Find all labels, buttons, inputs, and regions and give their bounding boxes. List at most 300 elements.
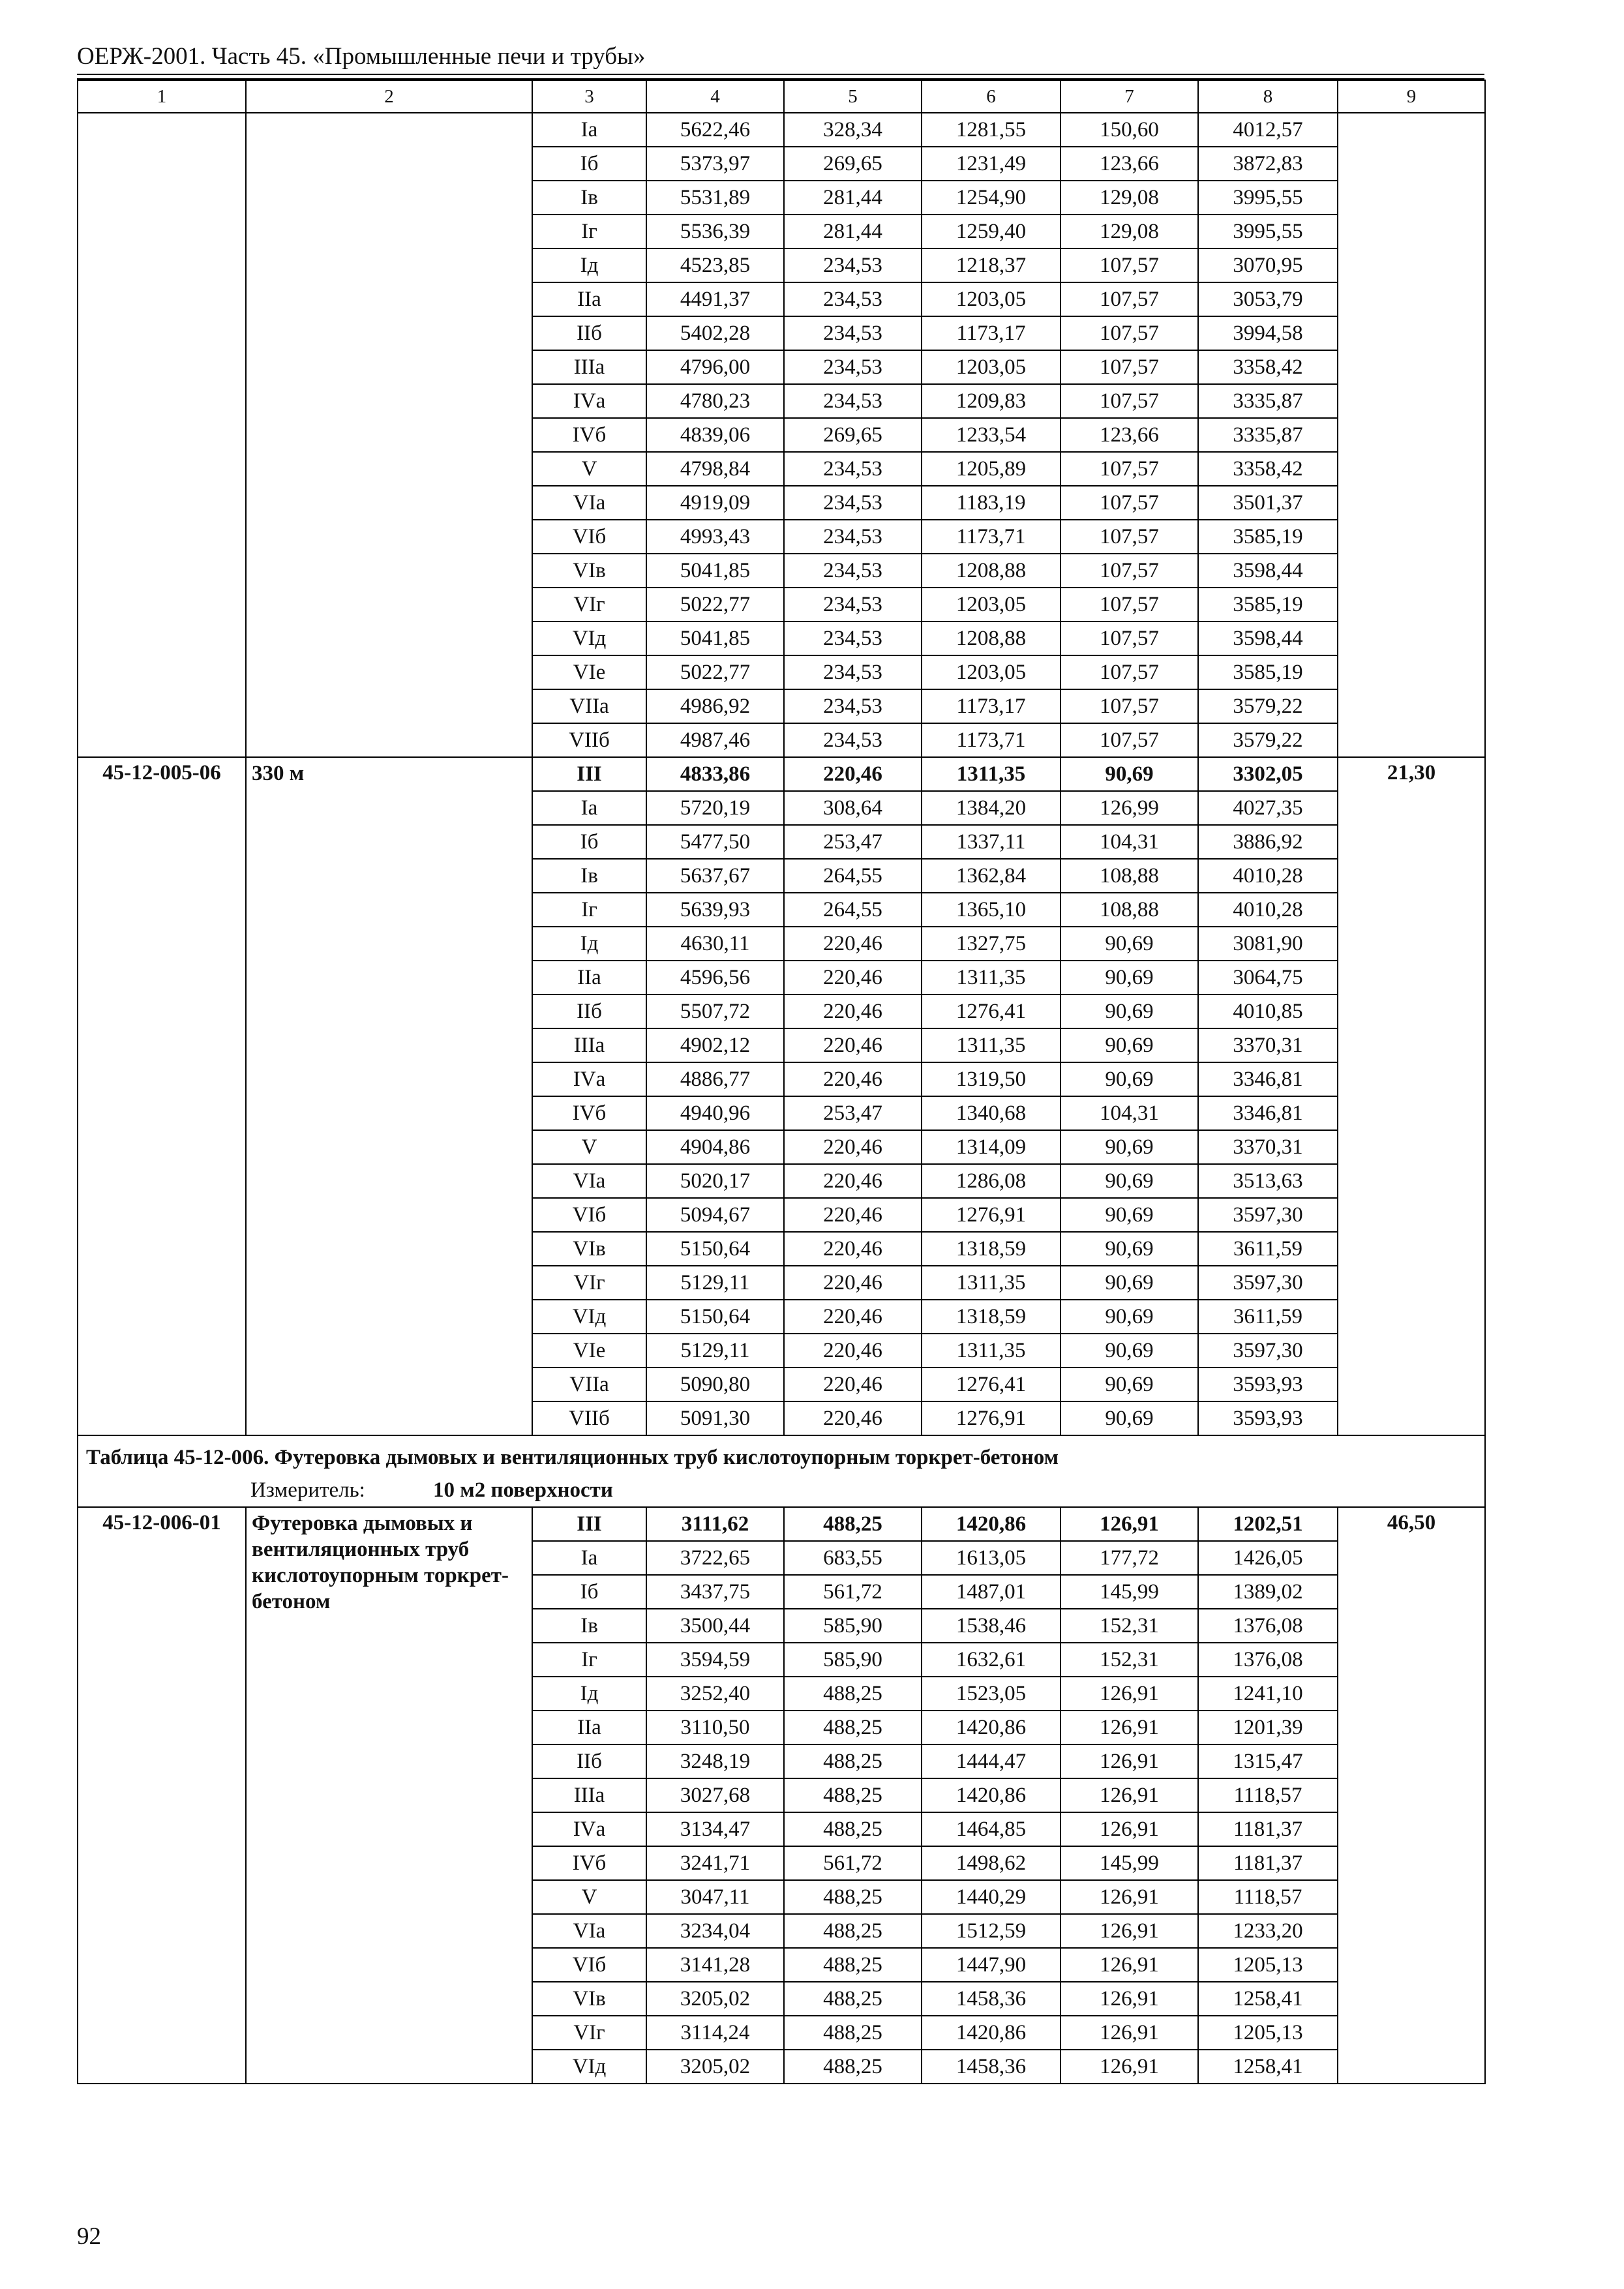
value-cell: 1340,68: [922, 1096, 1060, 1130]
value-cell: 1281,55: [922, 113, 1060, 147]
value-cell: 3053,79: [1198, 282, 1338, 316]
value-cell: 5637,67: [646, 859, 784, 893]
value-cell: 1286,08: [922, 1164, 1060, 1198]
value-cell: 1315,47: [1198, 1744, 1338, 1778]
value-cell: 3995,55: [1198, 181, 1338, 215]
value-cell: 3500,44: [646, 1609, 784, 1643]
value-cell: 1254,90: [922, 181, 1060, 215]
value-cell: 269,65: [784, 418, 922, 452]
column-number: 9: [1338, 80, 1485, 113]
value-cell: 1205,89: [922, 452, 1060, 486]
column-number: 7: [1060, 80, 1198, 113]
value-cell: 264,55: [784, 859, 922, 893]
zone-cell: Iг: [532, 1643, 646, 1677]
value-cell: 220,46: [784, 927, 922, 961]
zone-cell: VIIб: [532, 1401, 646, 1435]
value-cell: 4012,57: [1198, 113, 1338, 147]
zone-cell: VIб: [532, 1948, 646, 1982]
value-cell: 234,53: [784, 316, 922, 350]
value-cell: 5020,17: [646, 1164, 784, 1198]
value-cell: 90,69: [1060, 1368, 1198, 1401]
zone-cell: IIIа: [532, 350, 646, 384]
zone-cell: VIа: [532, 1914, 646, 1948]
value-cell: 107,57: [1060, 486, 1198, 520]
value-cell: 3598,44: [1198, 621, 1338, 655]
value-cell: 1118,57: [1198, 1880, 1338, 1914]
value-cell: 126,91: [1060, 1507, 1198, 1541]
value-cell: 3346,81: [1198, 1096, 1338, 1130]
value-cell: 1389,02: [1198, 1575, 1338, 1609]
column-number: 2: [246, 80, 532, 113]
value-cell: 1384,20: [922, 791, 1060, 825]
value-cell: 5150,64: [646, 1232, 784, 1266]
value-cell: 4780,23: [646, 384, 784, 418]
value-cell: 126,91: [1060, 1711, 1198, 1744]
value-cell: 1173,71: [922, 723, 1060, 757]
zone-cell: Iв: [532, 859, 646, 893]
value-cell: 1420,86: [922, 1778, 1060, 1812]
value-cell: 90,69: [1060, 1401, 1198, 1435]
value-cell: 1276,41: [922, 1368, 1060, 1401]
value-cell: 220,46: [784, 1266, 922, 1300]
value-cell: 5531,89: [646, 181, 784, 215]
column-number: 5: [784, 80, 922, 113]
value-cell: 488,25: [784, 1778, 922, 1812]
value-cell: 1203,05: [922, 350, 1060, 384]
value-cell: 107,57: [1060, 520, 1198, 554]
value-cell: 126,91: [1060, 1677, 1198, 1711]
value-cell: 3064,75: [1198, 961, 1338, 995]
value-cell: 126,91: [1060, 1880, 1198, 1914]
zone-cell: VIг: [532, 588, 646, 621]
value-cell: 488,25: [784, 1914, 922, 1948]
value-cell: 90,69: [1060, 1130, 1198, 1164]
value-cell: 104,31: [1060, 1096, 1198, 1130]
table-title: Таблица 45-12-006. Футеровка дымовых и вентиляционных труб кислотоупорным торкрет-бетоном: [86, 1446, 1059, 1469]
value-cell: 107,57: [1060, 554, 1198, 588]
value-cell: 234,53: [784, 588, 922, 621]
value-cell: 488,25: [784, 1744, 922, 1778]
table-row-main: [78, 757, 1485, 791]
value-cell: 1538,46: [922, 1609, 1060, 1643]
value-cell: 90,69: [1060, 757, 1198, 791]
value-cell: 3335,87: [1198, 384, 1338, 418]
value-cell: 234,53: [784, 554, 922, 588]
value-cell: 5720,19: [646, 791, 784, 825]
zone-cell: IVа: [532, 1062, 646, 1096]
table-title-row: [78, 1435, 1485, 1507]
value-cell: 488,25: [784, 1711, 922, 1744]
value-cell: 1311,35: [922, 961, 1060, 995]
value-cell: 4027,35: [1198, 791, 1338, 825]
zone-cell: VIб: [532, 1198, 646, 1232]
value-cell: 1420,86: [922, 1711, 1060, 1744]
value-cell: 683,55: [784, 1541, 922, 1575]
value-cell: 107,57: [1060, 248, 1198, 282]
value-cell: 3594,59: [646, 1643, 784, 1677]
zone-cell: Iг: [532, 215, 646, 248]
value-cell: 3134,47: [646, 1812, 784, 1846]
value-cell: 220,46: [784, 995, 922, 1028]
value-cell: 90,69: [1060, 1266, 1198, 1300]
value-cell: 126,91: [1060, 1812, 1198, 1846]
value-cell: 220,46: [784, 1062, 922, 1096]
value-cell: 1205,13: [1198, 1948, 1338, 1982]
table-row-main: [78, 1507, 1485, 1541]
meter-label: Измеритель:: [250, 1478, 365, 1502]
value-cell: 1276,91: [922, 1401, 1060, 1435]
value-cell: 488,25: [784, 1507, 922, 1541]
zone-cell: Iд: [532, 1677, 646, 1711]
value-cell: 3110,50: [646, 1711, 784, 1744]
page-number: 92: [77, 2223, 101, 2250]
column-number: 8: [1198, 80, 1338, 113]
value-cell: 1208,88: [922, 621, 1060, 655]
value-cell: 3252,40: [646, 1677, 784, 1711]
value-cell: 1365,10: [922, 893, 1060, 927]
value-cell: 177,72: [1060, 1541, 1198, 1575]
column-number-row: [78, 80, 1485, 113]
value-cell: 3205,02: [646, 1982, 784, 2016]
value-cell: 561,72: [784, 1575, 922, 1609]
value-cell: 488,25: [784, 1982, 922, 2016]
value-cell: 5022,77: [646, 655, 784, 689]
value-cell: 126,91: [1060, 1778, 1198, 1812]
rates-table-body: [78, 80, 1485, 2084]
value-cell: 1311,35: [922, 757, 1060, 791]
value-cell: 1181,37: [1198, 1846, 1338, 1880]
value-cell: 1231,49: [922, 147, 1060, 181]
value-cell: 585,90: [784, 1643, 922, 1677]
value-cell: 3593,93: [1198, 1401, 1338, 1435]
zone-cell: V: [532, 1130, 646, 1164]
value-cell: 488,25: [784, 1812, 922, 1846]
rates-table: [77, 80, 1486, 2084]
value-cell: 3081,90: [1198, 927, 1338, 961]
value-cell: 234,53: [784, 655, 922, 689]
zone-cell: VIIа: [532, 1368, 646, 1401]
zone-cell: VIв: [532, 1232, 646, 1266]
value-cell: 4904,86: [646, 1130, 784, 1164]
value-cell: 4523,85: [646, 248, 784, 282]
value-cell: 5129,11: [646, 1266, 784, 1300]
value-cell: 107,57: [1060, 316, 1198, 350]
value-cell: 1420,86: [922, 2016, 1060, 2050]
value-cell: 1632,61: [922, 1643, 1060, 1677]
value-cell: 3346,81: [1198, 1062, 1338, 1096]
zone-cell: Iд: [532, 927, 646, 961]
value-cell: 220,46: [784, 1164, 922, 1198]
column-number: 1: [78, 80, 246, 113]
zone-cell: VIв: [532, 554, 646, 588]
value-cell: 281,44: [784, 215, 922, 248]
value-cell: 220,46: [784, 1401, 922, 1435]
value-cell: 220,46: [784, 1028, 922, 1062]
value-cell: 123,66: [1060, 418, 1198, 452]
zone-cell: IIб: [532, 1744, 646, 1778]
value-cell: 1209,83: [922, 384, 1060, 418]
value-cell: 5041,85: [646, 554, 784, 588]
zone-cell: VIб: [532, 520, 646, 554]
value-cell: 1173,17: [922, 316, 1060, 350]
value-cell: 107,57: [1060, 384, 1198, 418]
value-cell: 1362,84: [922, 859, 1060, 893]
value-cell: 1181,37: [1198, 1812, 1338, 1846]
value-cell: 1523,05: [922, 1677, 1060, 1711]
zone-cell: VIе: [532, 655, 646, 689]
zone-cell: VIа: [532, 486, 646, 520]
value-cell: 269,65: [784, 147, 922, 181]
zone-cell: IVб: [532, 1846, 646, 1880]
value-cell: 3513,63: [1198, 1164, 1338, 1198]
value-cell: 5622,46: [646, 113, 784, 147]
value-cell: 1205,13: [1198, 2016, 1338, 2050]
value-cell: 3141,28: [646, 1948, 784, 1982]
zone-cell: VIг: [532, 2016, 646, 2050]
value-cell: 3241,71: [646, 1846, 784, 1880]
zone-cell: VIв: [532, 1982, 646, 2016]
value-cell: 1487,01: [922, 1575, 1060, 1609]
code-cell: 45-12-006-01: [78, 1507, 246, 2084]
value-cell: 3585,19: [1198, 520, 1338, 554]
value-cell: 4833,86: [646, 757, 784, 791]
value-cell: 1276,41: [922, 995, 1060, 1028]
value-cell: 4491,37: [646, 282, 784, 316]
zone-cell: VIд: [532, 621, 646, 655]
value-cell: 3370,31: [1198, 1130, 1338, 1164]
value-cell: 1258,41: [1198, 2050, 1338, 2084]
zone-cell: V: [532, 452, 646, 486]
value-cell: 4839,06: [646, 418, 784, 452]
value-cell: 152,31: [1060, 1643, 1198, 1677]
value-cell: 3579,22: [1198, 689, 1338, 723]
value-cell: 220,46: [784, 1300, 922, 1334]
zone-cell: Iг: [532, 893, 646, 927]
value-cell: 5150,64: [646, 1300, 784, 1334]
zone-cell: IIIа: [532, 1778, 646, 1812]
value-cell: 3597,30: [1198, 1334, 1338, 1368]
value-cell: 1218,37: [922, 248, 1060, 282]
value-cell: 220,46: [784, 1368, 922, 1401]
value-cell: 1118,57: [1198, 1778, 1338, 1812]
value-cell: 234,53: [784, 282, 922, 316]
value-cell: 3248,19: [646, 1744, 784, 1778]
value-cell: 107,57: [1060, 621, 1198, 655]
zone-cell: Iб: [532, 825, 646, 859]
value-cell: 264,55: [784, 893, 922, 927]
value-cell: 1512,59: [922, 1914, 1060, 1948]
value-cell: 152,31: [1060, 1609, 1198, 1643]
value-cell: 4987,46: [646, 723, 784, 757]
value-cell: 107,57: [1060, 588, 1198, 621]
value-cell: 4986,92: [646, 689, 784, 723]
value-cell: 107,57: [1060, 689, 1198, 723]
value-cell: 234,53: [784, 452, 922, 486]
value-cell: 1458,36: [922, 1982, 1060, 2016]
value-cell: 5402,28: [646, 316, 784, 350]
total-cell: 46,50: [1338, 1507, 1485, 2084]
value-cell: 488,25: [784, 1677, 922, 1711]
value-cell: 220,46: [784, 1232, 922, 1266]
value-cell: 4798,84: [646, 452, 784, 486]
value-cell: 1203,05: [922, 588, 1060, 621]
value-cell: 4010,85: [1198, 995, 1338, 1028]
value-cell: 123,66: [1060, 147, 1198, 181]
zone-cell: Iд: [532, 248, 646, 282]
value-cell: 3335,87: [1198, 418, 1338, 452]
zone-cell: Iа: [532, 1541, 646, 1575]
value-cell: 5373,97: [646, 147, 784, 181]
zone-cell: VIе: [532, 1334, 646, 1368]
value-cell: 1173,71: [922, 520, 1060, 554]
value-cell: 107,57: [1060, 723, 1198, 757]
value-cell: 126,91: [1060, 2050, 1198, 2084]
table-title-cell: [78, 1435, 1485, 1507]
value-cell: 3070,95: [1198, 248, 1338, 282]
value-cell: 1318,59: [922, 1232, 1060, 1266]
table-row: [78, 113, 1485, 147]
value-cell: 220,46: [784, 1130, 922, 1164]
value-cell: 3611,59: [1198, 1300, 1338, 1334]
value-cell: 1259,40: [922, 215, 1060, 248]
value-cell: 4940,96: [646, 1096, 784, 1130]
zone-cell: VIIа: [532, 689, 646, 723]
value-cell: 5041,85: [646, 621, 784, 655]
zone-cell: IIа: [532, 1711, 646, 1744]
zone-cell: III: [532, 1507, 646, 1541]
value-cell: 1173,17: [922, 689, 1060, 723]
value-cell: 90,69: [1060, 927, 1198, 961]
value-cell: 1440,29: [922, 1880, 1060, 1914]
value-cell: 3597,30: [1198, 1266, 1338, 1300]
header-rule-top: [77, 74, 1484, 75]
value-cell: 90,69: [1060, 1300, 1198, 1334]
zone-cell: VIа: [532, 1164, 646, 1198]
column-number: 6: [922, 80, 1060, 113]
value-cell: 3027,68: [646, 1778, 784, 1812]
value-cell: 1208,88: [922, 554, 1060, 588]
value-cell: 3047,11: [646, 1880, 784, 1914]
value-cell: 3302,05: [1198, 757, 1338, 791]
value-cell: 1233,54: [922, 418, 1060, 452]
value-cell: 4596,56: [646, 961, 784, 995]
value-cell: 126,91: [1060, 1744, 1198, 1778]
value-cell: 1464,85: [922, 1812, 1060, 1846]
total-cell: [1338, 113, 1485, 757]
value-cell: 1203,05: [922, 655, 1060, 689]
value-cell: 1426,05: [1198, 1541, 1338, 1575]
value-cell: 107,57: [1060, 350, 1198, 384]
value-cell: 4902,12: [646, 1028, 784, 1062]
zone-cell: IIб: [532, 316, 646, 350]
value-cell: 90,69: [1060, 961, 1198, 995]
meter-value: 10 м2 поверхности: [433, 1478, 613, 1502]
value-cell: 234,53: [784, 689, 922, 723]
value-cell: 1183,19: [922, 486, 1060, 520]
code-cell: 45-12-005-06: [78, 757, 246, 1435]
value-cell: 3598,44: [1198, 554, 1338, 588]
value-cell: 253,47: [784, 825, 922, 859]
running-header: ОЕРЖ-2001. Часть 45. «Промышленные печи и трубы»: [77, 43, 646, 70]
value-cell: 5639,93: [646, 893, 784, 927]
value-cell: 4796,00: [646, 350, 784, 384]
zone-cell: IIIа: [532, 1028, 646, 1062]
value-cell: 253,47: [784, 1096, 922, 1130]
value-cell: 108,88: [1060, 859, 1198, 893]
value-cell: 145,99: [1060, 1575, 1198, 1609]
value-cell: 220,46: [784, 757, 922, 791]
value-cell: 4010,28: [1198, 859, 1338, 893]
value-cell: 90,69: [1060, 1232, 1198, 1266]
value-cell: 126,91: [1060, 2016, 1198, 2050]
value-cell: 3437,75: [646, 1575, 784, 1609]
value-cell: 104,31: [1060, 825, 1198, 859]
value-cell: 90,69: [1060, 1334, 1198, 1368]
zone-cell: Iб: [532, 1575, 646, 1609]
value-cell: 126,99: [1060, 791, 1198, 825]
value-cell: 1201,39: [1198, 1711, 1338, 1744]
value-cell: 129,08: [1060, 215, 1198, 248]
zone-cell: Iб: [532, 147, 646, 181]
value-cell: 129,08: [1060, 181, 1198, 215]
value-cell: 488,25: [784, 1880, 922, 1914]
value-cell: 126,91: [1060, 1948, 1198, 1982]
zone-cell: III: [532, 757, 646, 791]
value-cell: 3579,22: [1198, 723, 1338, 757]
value-cell: 5129,11: [646, 1334, 784, 1368]
value-cell: 107,57: [1060, 655, 1198, 689]
value-cell: 3722,65: [646, 1541, 784, 1575]
value-cell: 108,88: [1060, 893, 1198, 927]
value-cell: 90,69: [1060, 1198, 1198, 1232]
value-cell: 126,91: [1060, 1914, 1198, 1948]
value-cell: 5091,30: [646, 1401, 784, 1435]
value-cell: 3872,83: [1198, 147, 1338, 181]
value-cell: 234,53: [784, 486, 922, 520]
zone-cell: Iв: [532, 181, 646, 215]
meter-line: [86, 1476, 1477, 1504]
value-cell: 90,69: [1060, 1062, 1198, 1096]
value-cell: 281,44: [784, 181, 922, 215]
description-cell: 330 м: [246, 757, 532, 1435]
value-cell: 4886,77: [646, 1062, 784, 1096]
value-cell: 220,46: [784, 961, 922, 995]
value-cell: 4630,11: [646, 927, 784, 961]
value-cell: 3994,58: [1198, 316, 1338, 350]
value-cell: 3585,19: [1198, 588, 1338, 621]
value-cell: 1276,91: [922, 1198, 1060, 1232]
value-cell: 585,90: [784, 1609, 922, 1643]
value-cell: 1498,62: [922, 1846, 1060, 1880]
zone-cell: IIб: [532, 995, 646, 1028]
zone-cell: IIа: [532, 282, 646, 316]
value-cell: 3358,42: [1198, 452, 1338, 486]
value-cell: 328,34: [784, 113, 922, 147]
value-cell: 308,64: [784, 791, 922, 825]
value-cell: 1258,41: [1198, 1982, 1338, 2016]
value-cell: 1458,36: [922, 2050, 1060, 2084]
value-cell: 3358,42: [1198, 350, 1338, 384]
value-cell: 1203,05: [922, 282, 1060, 316]
value-cell: 1314,09: [922, 1130, 1060, 1164]
value-cell: 1337,11: [922, 825, 1060, 859]
value-cell: 234,53: [784, 621, 922, 655]
value-cell: 3593,93: [1198, 1368, 1338, 1401]
value-cell: 5090,80: [646, 1368, 784, 1401]
zone-cell: VIIб: [532, 723, 646, 757]
value-cell: 5094,67: [646, 1198, 784, 1232]
value-cell: 5536,39: [646, 215, 784, 248]
